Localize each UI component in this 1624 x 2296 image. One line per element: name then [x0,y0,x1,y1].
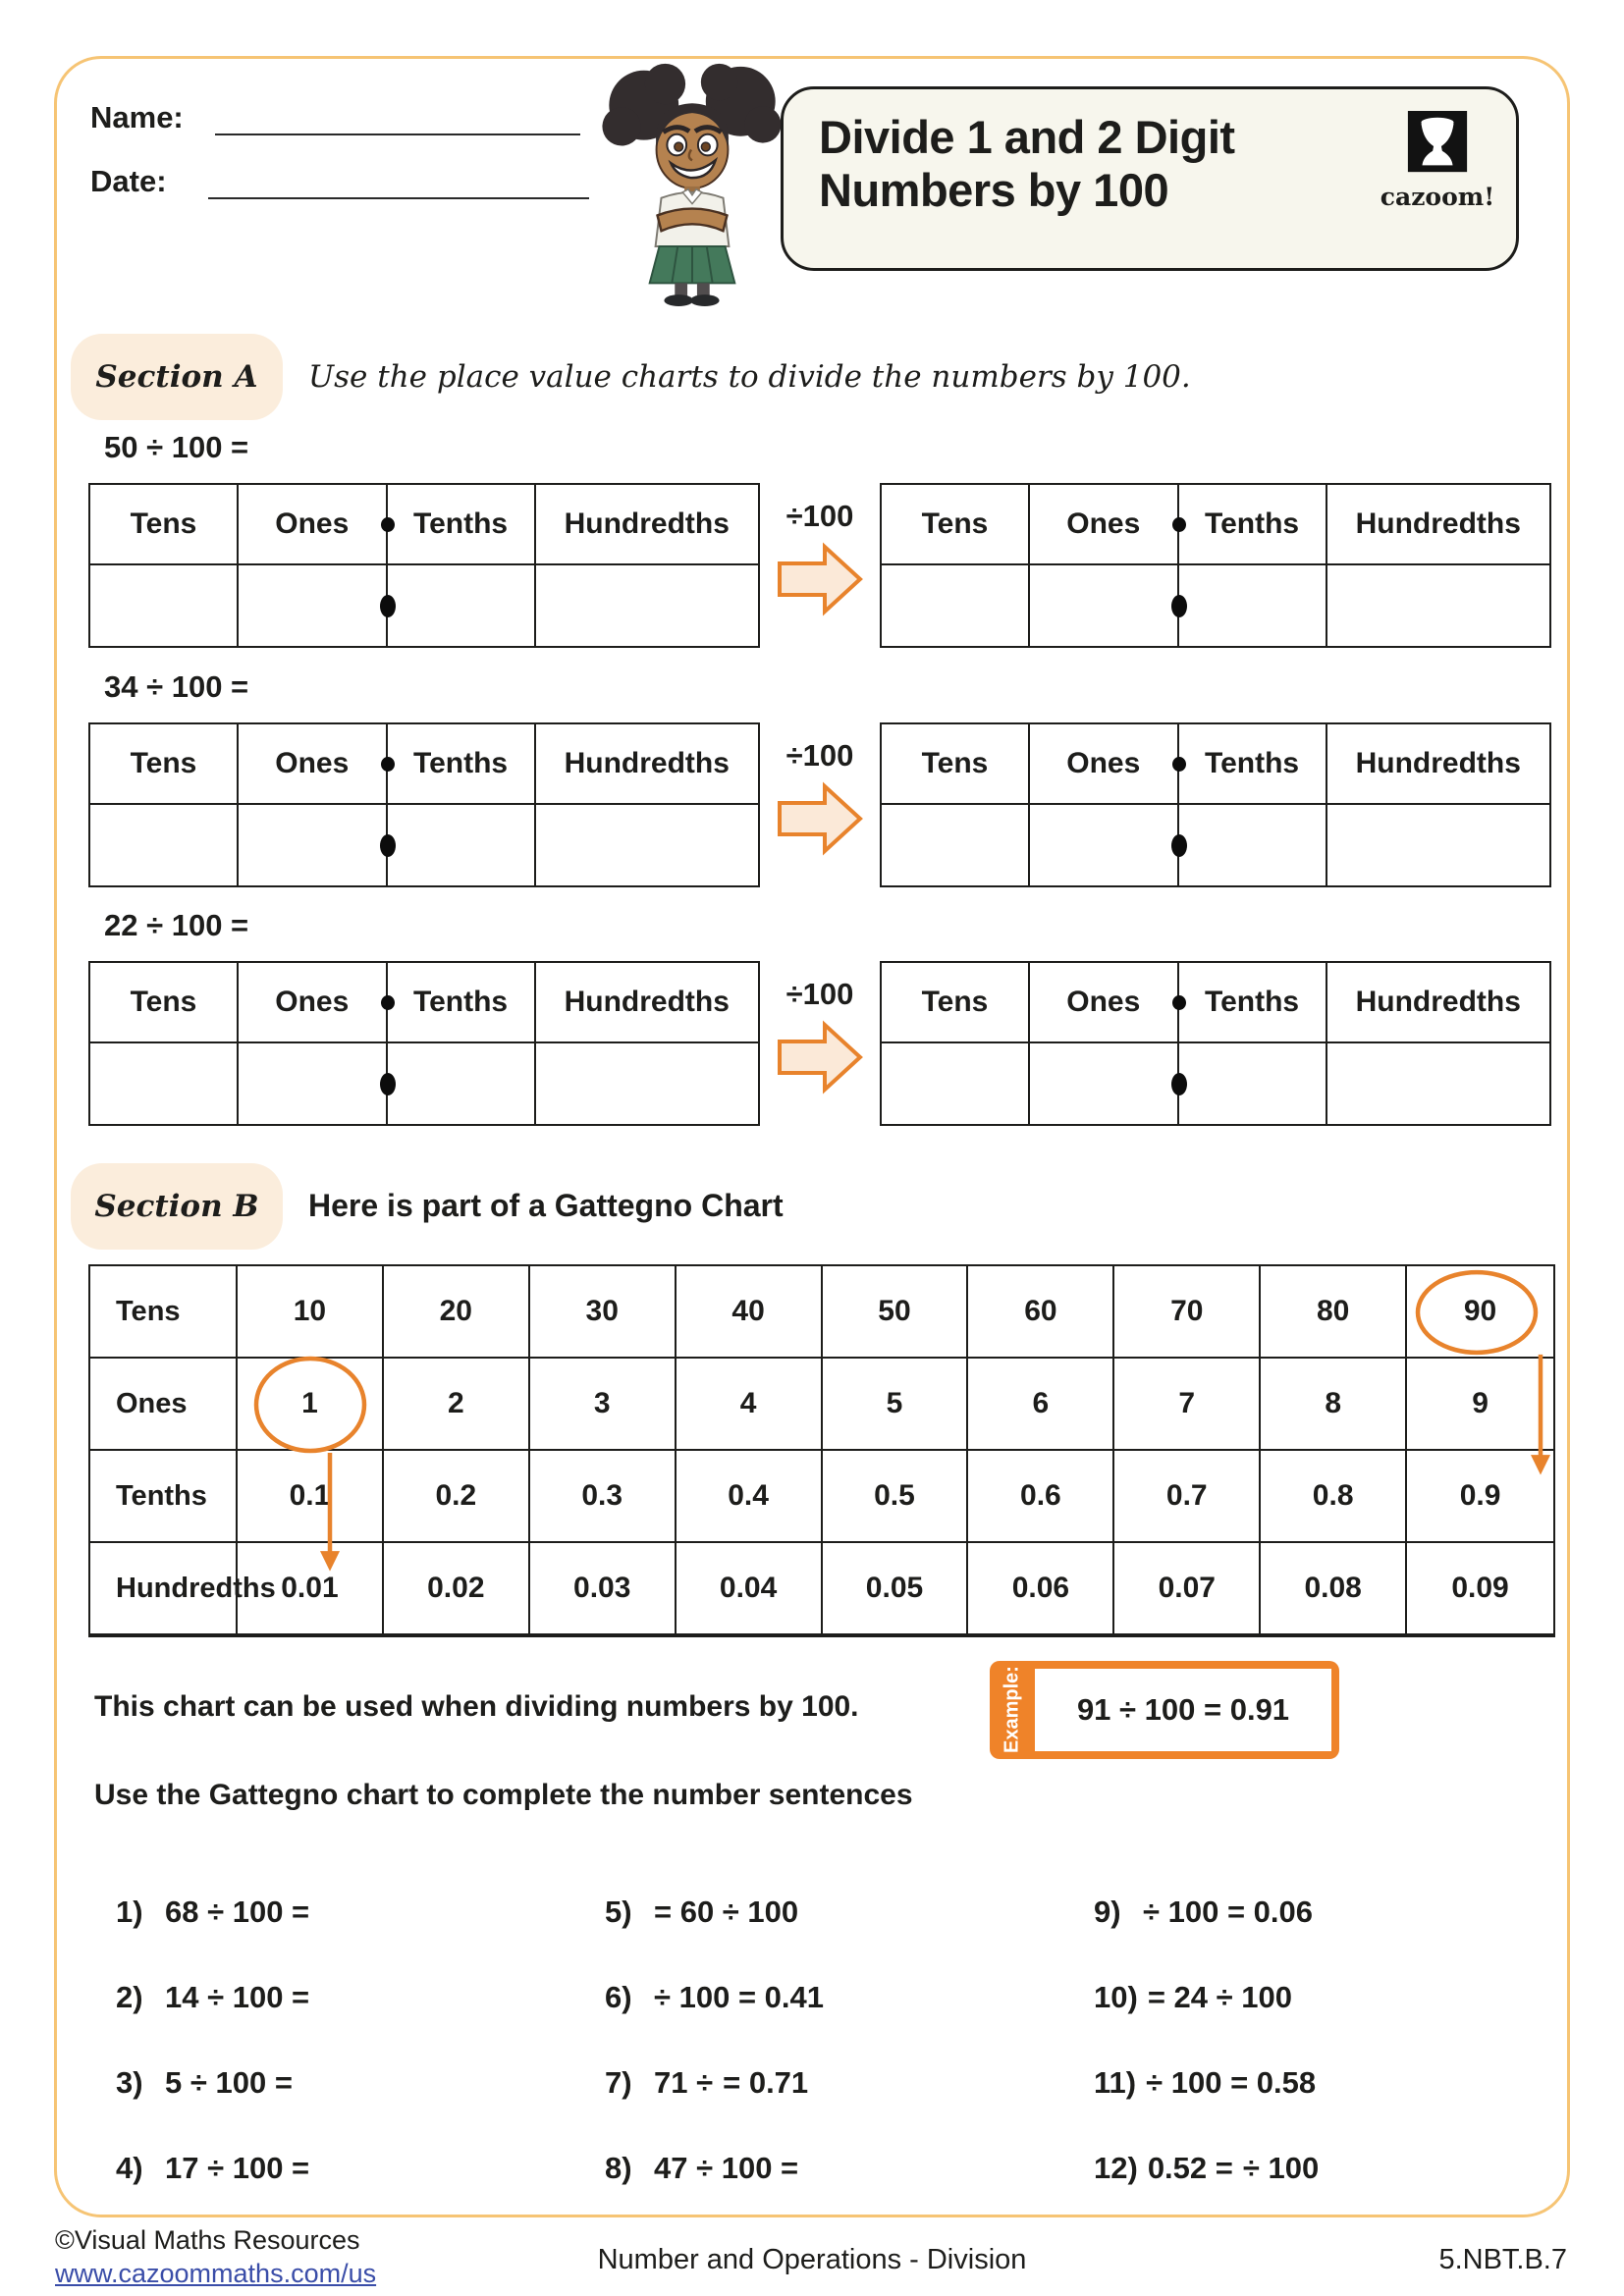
pv-header-ones: Ones [1030,485,1179,565]
section-b-instruction: Here is part of a Gattegno Chart [308,1188,784,1223]
pv-header-row [882,724,1549,805]
pv-header-hundredths: Hundredths [1327,724,1549,805]
pv-header-tenths: Tenths [1179,724,1327,805]
gattegno-cell: 0.6 [968,1451,1114,1541]
title-box [781,86,1519,271]
section-a-label: Section A [95,359,258,395]
place-value-row-2 [88,722,1551,887]
pv-answer-cell[interactable] [536,1043,758,1124]
gattegno-cell: 7 [1114,1359,1261,1449]
pv-header-hundredths: Hundredths [536,724,758,805]
worksheet-title: Divide 1 and 2 Digit Numbers by 100 [819,111,1235,216]
cartoon-girl-illustration [595,55,789,306]
place-value-table-before [88,483,760,648]
row-label: Tenths [90,1451,238,1541]
copyright-text: ©Visual Maths Resources [55,2225,360,2255]
pv-answer-cell[interactable] [536,565,758,646]
pv-answer-cell[interactable] [1327,805,1549,885]
gattegno-cell: 20 [384,1266,530,1357]
pv-answer-cell[interactable] [239,805,388,885]
decimal-point-icon [381,995,395,1010]
pv-answer-cell[interactable] [536,805,758,885]
pv-header-hundredths: Hundredths [1327,963,1549,1043]
place-value-row-1 [88,483,1551,648]
row-label: Ones [90,1359,238,1449]
number-sentence-10: 10) = 24 ÷ 100 [1094,1980,1292,2014]
arrow-right-icon [775,540,865,618]
gattegno-row-hundredths [90,1543,1553,1635]
date-label: Date: [90,164,167,198]
pv-header-ones: Ones [1030,963,1179,1043]
pv-answer-cell[interactable] [1030,1043,1179,1124]
pv-answer-cell[interactable] [90,805,239,885]
gattegno-cell: 0.2 [384,1451,530,1541]
standard-code: 5.NBT.B.7 [1438,2244,1567,2275]
gattegno-cell: 60 [968,1266,1114,1357]
divide-arrow-group [760,483,880,618]
pv-answer-cell[interactable] [90,1043,239,1124]
pv-header-row [90,963,758,1043]
gattegno-cell: 0.7 [1114,1451,1261,1541]
pv-header-tens: Tens [90,485,239,565]
place-value-table-before [88,722,760,887]
divide-arrow-group [760,722,880,858]
pv-answer-cell[interactable] [388,1043,536,1124]
pv-header-tenths: Tenths [1179,485,1327,565]
section-a-pill [71,334,283,420]
pv-header-ones: Ones [1030,724,1179,805]
logo-wordmark: cazoom! [1380,183,1495,211]
pv-header-tens: Tens [882,963,1030,1043]
place-value-table-after [880,722,1551,887]
divide-by-100-label: ÷100 [785,499,854,533]
number-sentence-5: 5) = 60 ÷ 100 [605,1895,799,1929]
pv-header-tens: Tens [90,963,239,1043]
number-sentence-6: 6) ÷ 100 = 0.41 [605,1980,825,2014]
pv-answer-cell[interactable] [90,565,239,646]
decimal-point-icon [380,595,396,617]
pv-header-row [882,963,1549,1043]
gattegno-cell: 0.02 [384,1543,530,1633]
pv-header-row [90,724,758,805]
example-tab-label: Example: [1001,1666,1023,1754]
decimal-point-icon [1171,595,1187,617]
gattegno-cell: 8 [1261,1359,1407,1449]
gattegno-cell: 10 [238,1266,384,1357]
gattegno-cell: 0.03 [530,1543,677,1633]
divide-by-100-label: ÷100 [785,738,854,773]
gattegno-cell: 9 [1472,1387,1489,1419]
gattegno-cell: 30 [530,1266,677,1357]
example-box [990,1661,1339,1759]
number-sentence-2: 2) 14 ÷ 100 = [116,1980,310,2014]
pv-header-tens: Tens [882,485,1030,565]
number-sentences-grid [116,1845,1555,2187]
pv-answer-cell[interactable] [239,1043,388,1124]
gattegno-cell: 3 [530,1359,677,1449]
pv-answer-cell[interactable] [882,565,1030,646]
pv-answer-cell[interactable] [1030,805,1179,885]
decimal-point-icon [381,757,395,772]
number-sentence-8: 8) 47 ÷ 100 = [605,2151,799,2185]
gattegno-cell: 0.04 [677,1543,823,1633]
gattegno-cell: 0.3 [530,1451,677,1541]
pv-header-tenths: Tenths [388,485,536,565]
gattegno-cell-circled: 90 [1463,1295,1497,1327]
gattegno-row-tenths [90,1451,1553,1543]
pv-answer-cell[interactable] [882,1043,1030,1124]
decimal-point-icon [1171,1073,1187,1095]
pv-answer-row[interactable] [90,565,758,646]
exercise-instruction: Use the Gattegno chart to complete the number sentences [94,1779,913,1811]
number-sentence-1: 1) 68 ÷ 100 = [116,1895,310,1929]
problem-expression-2: 34 ÷ 100 = [104,669,249,704]
pv-header-hundredths: Hundredths [536,485,758,565]
gattegno-cell: 5 [823,1359,969,1449]
pv-header-hundredths: Hundredths [1327,485,1549,565]
number-sentence-4: 4) 17 ÷ 100 = [116,2151,310,2185]
gattegno-row-tens [90,1266,1553,1359]
section-b-pill [71,1163,283,1250]
date-input-line[interactable] [208,162,589,199]
pv-answer-row[interactable] [90,1043,758,1124]
date-field [90,162,589,199]
number-sentence-3: 3) 5 ÷ 100 = [116,2065,293,2100]
gattegno-cell: 0.1 [238,1451,384,1541]
pv-header-tenths: Tenths [388,963,536,1043]
pv-answer-cell[interactable] [1327,565,1549,646]
number-sentence-7: 7) 71 ÷ = 0.71 [605,2065,809,2100]
decimal-point-icon [1172,757,1186,772]
place-value-table-after [880,483,1551,648]
decimal-point-icon [1172,517,1186,532]
gattegno-cell: 70 [1114,1266,1261,1357]
pv-header-tens: Tens [882,724,1030,805]
pv-header-tenths: Tenths [388,724,536,805]
pv-header-tens: Tens [90,724,239,805]
pv-header-ones: Ones [239,724,388,805]
pv-header-row [882,485,1549,565]
name-input-line[interactable] [215,98,580,135]
gattegno-cell: 0.5 [823,1451,969,1541]
pv-header-hundredths: Hundredths [536,963,758,1043]
decimal-point-icon [381,517,395,532]
place-value-row-3 [88,961,1551,1126]
place-value-table-before [88,961,760,1126]
pv-answer-row[interactable] [90,805,758,885]
number-sentence-12: 12) 0.52 = ÷ 100 [1094,2151,1320,2185]
gattegno-cell: 50 [823,1266,969,1357]
gattegno-cell: 4 [677,1359,823,1449]
gattegno-cell: 0.08 [1261,1543,1407,1633]
drum-icon [1407,111,1468,178]
gattegno-cell: 0.01 [238,1543,384,1633]
gattegno-cell: 2 [384,1359,530,1449]
pv-answer-cell[interactable] [239,565,388,646]
gattegno-cell: 0.06 [968,1543,1114,1633]
cazoom-logo [1377,111,1498,211]
chart-note: This chart can be used when dividing numbers by 100. [94,1690,859,1723]
pv-header-ones: Ones [239,485,388,565]
pv-answer-row[interactable] [882,565,1549,646]
pv-answer-cell[interactable] [1327,1043,1549,1124]
gattegno-cell: 0.8 [1261,1451,1407,1541]
decimal-point-icon [380,834,396,857]
number-sentence-11: 11) ÷ 100 = 0.58 [1094,2065,1317,2100]
gattegno-cell: 80 [1261,1266,1407,1357]
arrow-right-icon [775,1018,865,1096]
footer-topic: Number and Operations - Division [597,2244,1027,2275]
gattegno-cell: 0.05 [823,1543,969,1633]
gattegno-cell: 0.4 [677,1451,823,1541]
decimal-point-icon [1172,995,1186,1010]
divide-by-100-label: ÷100 [785,977,854,1011]
pv-answer-row[interactable] [882,1043,1549,1124]
example-equation: 91 ÷ 100 = 0.91 [1035,1669,1331,1751]
row-label: Tens [90,1266,238,1357]
gattegno-cell: 6 [968,1359,1114,1449]
gattegno-cell-circled: 1 [238,1359,384,1449]
name-field [90,98,580,135]
arrow-right-icon [775,779,865,858]
pv-answer-cell[interactable] [1179,1043,1327,1124]
pv-header-ones: Ones [239,963,388,1043]
place-value-table-after [880,961,1551,1126]
row-label: Hundredths [90,1543,238,1633]
pv-answer-cell[interactable] [1030,565,1179,646]
gattegno-cell: 0.07 [1114,1543,1261,1633]
website-link[interactable]: www.cazoommaths.com/us [55,2258,377,2288]
pv-answer-cell[interactable] [388,565,536,646]
gattegno-cell: 0.09 [1451,1572,1509,1604]
gattegno-cell: 0.9 [1459,1479,1501,1512]
pv-header-row [90,485,758,565]
divide-arrow-group [760,961,880,1096]
decimal-point-icon [380,1073,396,1095]
gattegno-cell: 40 [677,1266,823,1357]
name-label: Name: [90,100,184,134]
gattegno-row-ones [90,1359,1553,1451]
pv-answer-row[interactable] [882,805,1549,885]
section-b-label: Section B [94,1189,259,1224]
gattegno-chart [88,1264,1555,1637]
problem-expression-3: 22 ÷ 100 = [104,908,249,942]
pv-answer-cell[interactable] [882,805,1030,885]
pv-answer-cell[interactable] [1179,565,1327,646]
pv-answer-cell[interactable] [1179,805,1327,885]
pv-answer-cell[interactable] [388,805,536,885]
number-sentence-9: 9) ÷ 100 = 0.06 [1094,1895,1314,1929]
decimal-point-icon [1171,834,1187,857]
section-a-instruction: Use the place value charts to divide the numbers by 100. [308,359,1191,395]
problem-expression-1: 50 ÷ 100 = [104,430,249,464]
pv-header-tenths: Tenths [1179,963,1327,1043]
